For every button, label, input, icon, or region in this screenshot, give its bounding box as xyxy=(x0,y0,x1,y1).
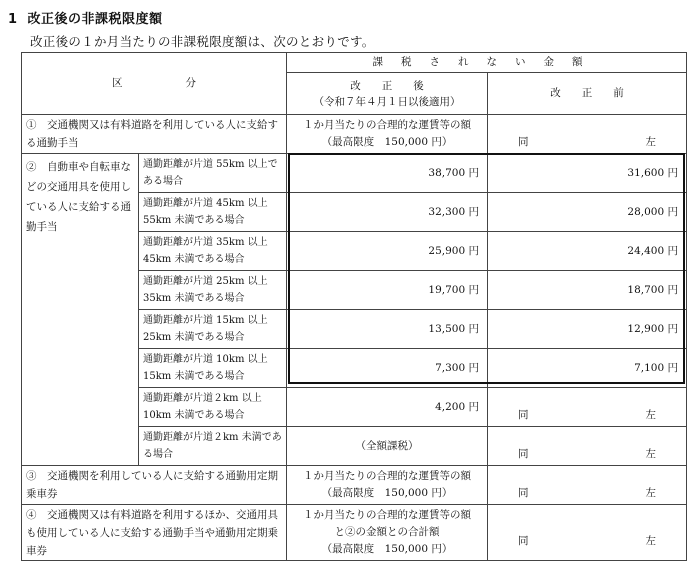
row2-item-revised: 4,200 円 xyxy=(287,388,488,427)
row2-item-distance: 通勤距離が片道 10km 以上 15km 未満である場合 xyxy=(139,349,287,388)
row4-category: ④ 交通機関又は有料道路を利用するほか、交通用具も使用している人に支給する通勤手当や通勤用定期乗車券 xyxy=(22,505,287,561)
row3-previous xyxy=(488,466,687,505)
row1-category: ① 交通機関又は有料道路を利用している人に支給する通勤手当 xyxy=(22,115,287,154)
row2-item-distance: 通勤距離が片道２km 以上 10km 未満である場合 xyxy=(139,388,287,427)
header-revised xyxy=(287,73,488,115)
previous-left: 左 xyxy=(645,448,656,460)
row2-item-distance: 通勤距離が片道 15km 以上 25km 未満である場合 xyxy=(139,310,287,349)
row2-item-previous: 31,600 円 xyxy=(488,154,687,193)
row2-item-revised: 13,500 円 xyxy=(287,310,488,349)
row2-item-revised: （全額課税） xyxy=(287,427,488,466)
row3-revised xyxy=(287,466,488,505)
section-subtitle: 改正後の１か月当たりの非課税限度額は、次のとおりです。 xyxy=(30,34,375,49)
row2-item-revised: 38,700 円 xyxy=(287,154,488,193)
row4-revised-line1: １か月当たりの合理的な運賃等の額 xyxy=(303,509,471,521)
row2-item-revised: 32,300 円 xyxy=(287,193,488,232)
row3-revised-line1: １か月当たりの合理的な運賃等の額 xyxy=(303,470,471,482)
header-revised-note: （令和７年４月１日以後適用） xyxy=(313,95,461,108)
row2-item-previous: 12,900 円 xyxy=(488,310,687,349)
row2-item-previous xyxy=(488,427,687,466)
row1-revised-line2: （最高限度 150,000 円） xyxy=(321,136,453,148)
row2-item-revised: 7,300 円 xyxy=(287,349,488,388)
header-previous: 改 正 前 xyxy=(488,73,687,115)
row2-item-revised: 25,900 円 xyxy=(287,232,488,271)
row2-item-distance: 通勤距離が片道２km 未満である場合 xyxy=(139,427,287,466)
row2-item-previous xyxy=(488,388,687,427)
row2-item-previous: 18,700 円 xyxy=(488,271,687,310)
row1-revised xyxy=(287,115,488,154)
row1-previous-left: 左 xyxy=(645,136,656,148)
row3-revised-line2: （最高限度 150,000 円） xyxy=(321,487,453,499)
row4-previous xyxy=(488,505,687,561)
row1-previous-same: 同 xyxy=(518,136,529,148)
row4-revised xyxy=(287,505,488,561)
row3-category: ③ 交通機関を利用している人に支給する通勤用定期乗車券 xyxy=(22,466,287,505)
section-title: 改正後の非課税限度額 xyxy=(27,12,163,27)
row2-item-distance: 通勤距離が片道 35km 以上 45km 未満である場合 xyxy=(139,232,287,271)
row4-previous-same: 同 xyxy=(518,534,529,547)
previous-left: 左 xyxy=(645,409,656,421)
row2-item-previous: 28,000 円 xyxy=(488,193,687,232)
previous-same: 同 xyxy=(518,448,529,460)
tax-exemption-table xyxy=(21,52,687,561)
row1-revised-line1: １か月当たりの合理的な運賃等の額 xyxy=(303,119,471,131)
row3-previous-same: 同 xyxy=(518,487,529,499)
section-heading xyxy=(8,8,163,27)
previous-same: 同 xyxy=(518,409,529,421)
row2-category: ② 自動車や自転車などの交通用具を使用している人に支給する通勤手当 xyxy=(22,154,139,466)
header-nontaxable-amount: 課税されない金額 xyxy=(287,53,687,73)
row2-item-distance: 通勤距離が片道 25km 以上 35km 未満である場合 xyxy=(139,271,287,310)
header-revised-label: 改 正 後 xyxy=(350,79,424,92)
header-category: 区 分 xyxy=(22,53,287,115)
row4-previous-left: 左 xyxy=(645,534,656,547)
row2-item-previous: 7,100 円 xyxy=(488,349,687,388)
row2-item-revised: 19,700 円 xyxy=(287,271,488,310)
row2-item-previous: 24,400 円 xyxy=(488,232,687,271)
row1-previous xyxy=(488,115,687,154)
section-number: 1 xyxy=(8,12,18,27)
row3-previous-left: 左 xyxy=(645,487,656,499)
row4-revised-line2: と②の金額との合計額 xyxy=(334,526,440,538)
row2-item-distance: 通勤距離が片道 55km 以上である場合 xyxy=(139,154,287,193)
row2-item-distance: 通勤距離が片道 45km 以上 55km 未満である場合 xyxy=(139,193,287,232)
row4-revised-line3: （最高限度 150,000 円） xyxy=(321,543,453,555)
